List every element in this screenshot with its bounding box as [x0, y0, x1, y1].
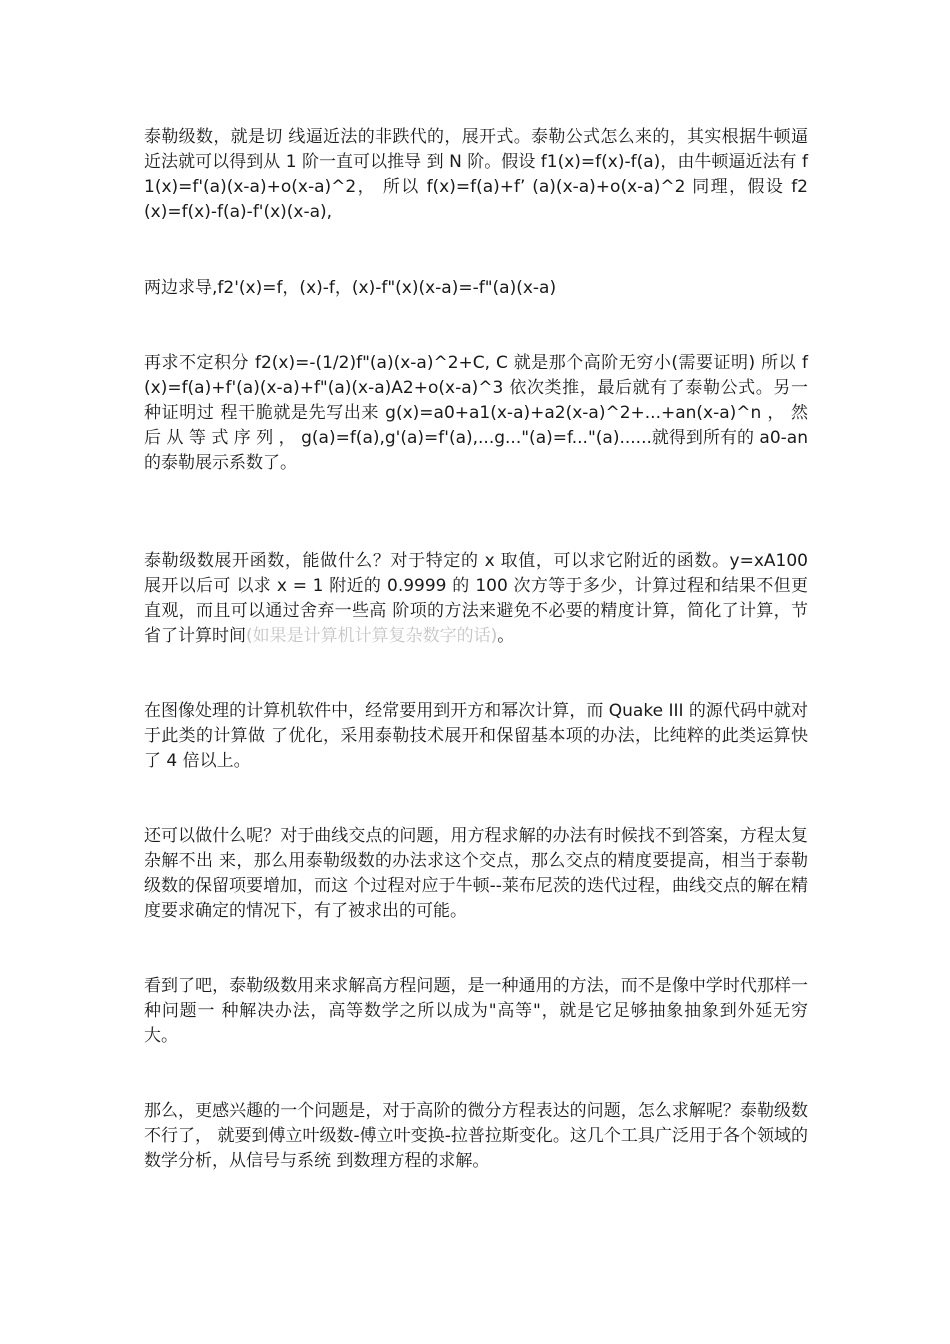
paragraph-general-method: 看到了吧，泰勒级数用来求解高方程问题，是一种通用的方法，而不是像中学时代那样一种问题一 种解决办法，高等数学之所以成为"高等"，就是它足够抽象抽象到外延无穷大。 — [144, 976, 808, 1046]
paragraph-image-processing: 在图像处理的计算机软件中，经常要用到开方和幂次计算，而 Quake III 的源代码中就对于此类的计算做 了优化，采用泰勒技术展开和保留基本项的办法，比纯粹的此类运算快了 4 倍以上。 — [144, 701, 808, 771]
paragraph-uses-faded-note: (如果是计算机计算复杂数字的话) — [246, 626, 498, 646]
paragraph-uses-main: 泰勒级数展开函数，能做什么？对于特定的 x 取值，可以求它附近的函数。y=xA100 展开以后可 以求 x = 1 附近的 0.9999 的 100 次方等于多少，计算过程和结果不但更直观，而且可以通过舍弃一些高 阶项的方法来避免不必要的精度计算，简化了计算，节省了计算时间 — [144, 551, 808, 646]
paragraph-uses-tail: 。 — [497, 626, 515, 646]
paragraph-fourier: 那么，更感兴趣的一个问题是，对于高阶的微分方程表达的问题，怎么求解呢？泰勒级数不行了， 就要到傅立叶级数-傅立叶变换-拉普拉斯变化。这几个工具广泛用于各个领域的数学分析，从信号与系统 到数理方程的求解。 — [144, 1101, 808, 1171]
paragraph-taylor-definition: 泰勒级数，就是切 线逼近法的非跌代的，展开式。泰勒公式怎么来的，其实根据牛顿逼近法就可以得到从 1 阶一直可以推导 到 N 阶。假设 f1(x)=f(x)-f(a)，由牛顿逼近法有 f1(x)=f'(a)(x-a)+o(x-a)^2， 所以 f(x)=f(a)+f’ (a)(x-a)+o(x-a)^2 同理，假设 f2(x)=f(x)-f(a)-f'(x)(x-a), — [144, 127, 808, 222]
paragraph-derivative: 两边求导,f2'(x)=f，(x)-f，(x)-f"(x)(x-a)=-f"(a)(x-a) — [144, 278, 557, 298]
paragraph-curve-intersection: 还可以做什么呢？对于曲线交点的问题，用方程求解的办法有时候找不到答案，方程太复杂解不出 来，那么用泰勒级数的办法求这个交点，那么交点的精度要提高，相当于泰勒级数的保留项要增加，而这 个过程对应于牛顿--莱布尼茨的迭代过程，曲线交点的解在精度要求确定的情况下，有了被求出的可能。 — [144, 826, 808, 921]
paragraph-uses — [144, 549, 808, 649]
paragraph-integral-proof: 再求不定积分 f2(x)=-(1/2)f"(a)(x-a)^2+C, C 就是那个高阶无穷小(需要证明) 所以 f(x)=f(a)+f'(a)(x-a)+f"(a)(x-a)A2+o(x-a)^3 依次类推，最后就有了泰勒公式。另一种证明过 程干脆就是先写出来 g(x)=a0+a1(x-a)+a2(x-a)^2+...+an(x-a)^n ， 然 后 从 等 式 序 列 ， g(a)=f(a),g'(a)=f'(a),...g..."(a)=f..."(a)......就得到所有的 a0-an 的泰勒展示系数了。 — [144, 353, 808, 473]
